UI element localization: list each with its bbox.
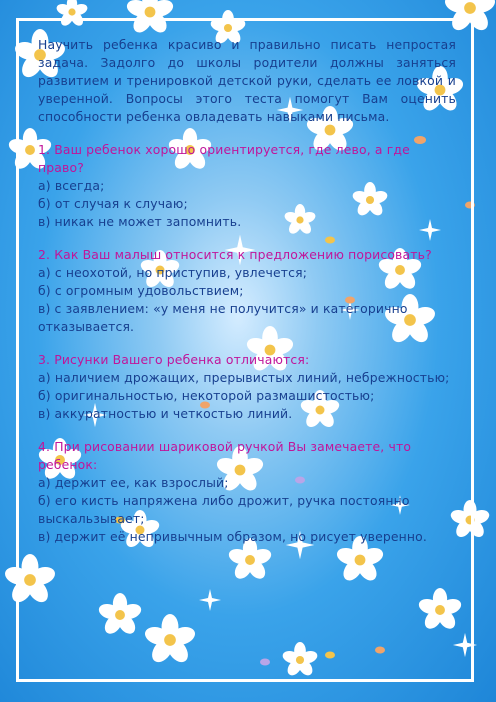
document-text bbox=[38, 36, 456, 546]
answer-option: а) держит ее, как взрослый; bbox=[38, 475, 229, 490]
question-block bbox=[38, 141, 456, 231]
question-text: 1. Ваш ребенок хорошо ориентируется, где лево, а где право? bbox=[38, 142, 410, 175]
answer-option: б) его кисть напряжена либо дрожит, ручка постоянно выскальзывает; bbox=[38, 493, 410, 526]
answer-option: б) от случая к случаю; bbox=[38, 196, 188, 211]
answer-option: б) оригинальностью, некоторой размашистостью; bbox=[38, 388, 375, 403]
question-block bbox=[38, 246, 456, 336]
intro-paragraph: Научить ребенка красиво и правильно писать непростая задача. Задолго до школы родители должны заняться развитием и тренировкой детской руки, сделать ее ловкой и уверенной. Вопросы этого теста помогут Вам оценить способности ребенка овладевать навыками письма. bbox=[38, 37, 456, 124]
question-block bbox=[38, 438, 456, 546]
answer-option: а) всегда; bbox=[38, 178, 105, 193]
question-text: 4. При рисовании шариковой ручкой Вы замечаете, что ребенок: bbox=[38, 439, 412, 472]
answer-option: а) с неохотой, но приступив, увлечется; bbox=[38, 265, 308, 280]
question-text: 2. Как Ваш малыш относится к предложению порисовать? bbox=[38, 247, 432, 262]
question-text: 3. Рисунки Вашего ребенка отличаются: bbox=[38, 352, 310, 367]
answer-option: в) держит её непривычным образом, но рисует уверенно. bbox=[38, 529, 427, 544]
answer-option: а) наличием дрожащих, прерывистых линий, небрежностью; bbox=[38, 370, 450, 385]
answer-option: в) с заявлением: «у меня не получится» и категорично отказывается. bbox=[38, 301, 408, 334]
answer-option: в) никак не может запомнить. bbox=[38, 214, 242, 229]
answer-option: в) аккуратностью и четкостью линий. bbox=[38, 406, 293, 421]
answer-option: б) с огромным удовольствием; bbox=[38, 283, 244, 298]
question-block bbox=[38, 351, 456, 423]
